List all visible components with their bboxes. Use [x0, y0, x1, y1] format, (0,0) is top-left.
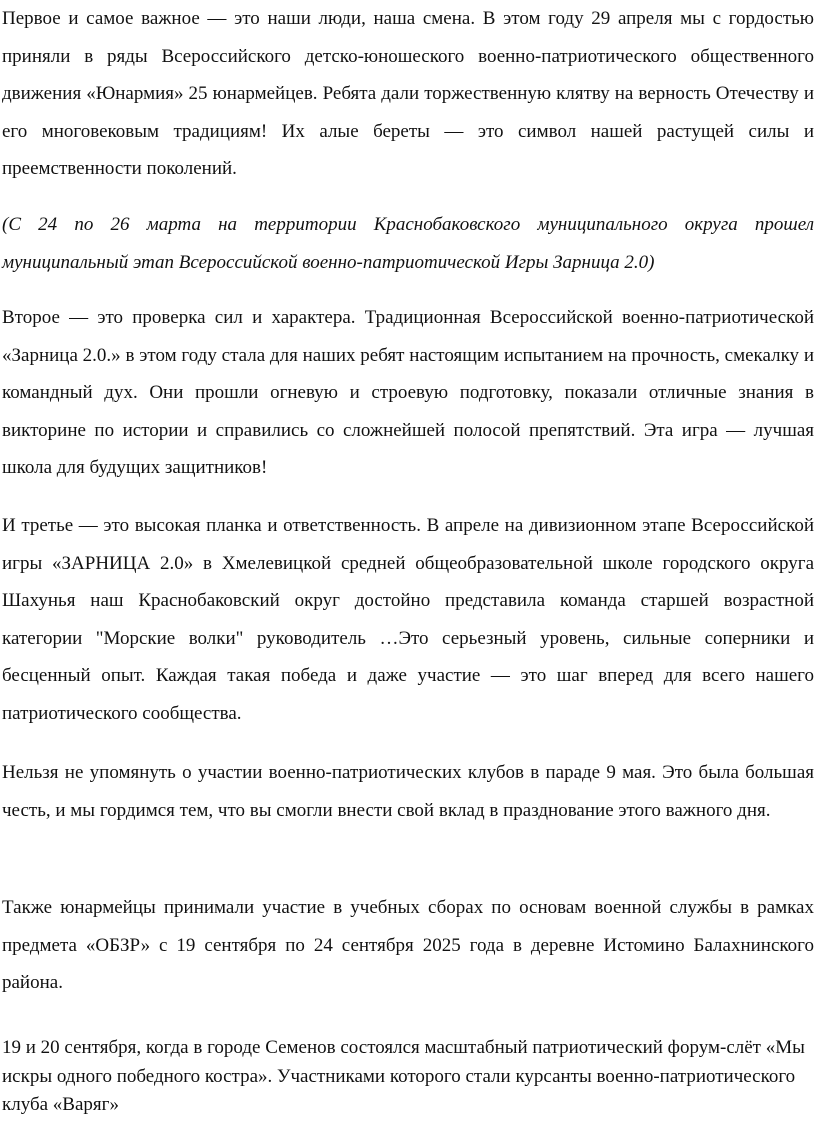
paragraph-third: И третье — это высокая планка и ответственность. В апреле на дивизионном этапе Всероссийской игры «ЗАРНИЦА 2.0» в Хмелевицкой средней общеобразовательной школе городского округа Шахунья наш Краснобаковский округ достойно представила команда старшей возрастной категории "Морские волки" руководитель …Это серьезный уровень, сильные соперники и бесценный опыт. Каждая такая победа и даже участие — это шаг вперед для всего нашего патриотического сообщества. [2, 515, 814, 724]
paragraph-training-camp: Также юнармейцы принимали участие в учебных сборах по основам военной службы в рамках предмета «ОБЗР» с 19 сентября по 24 сентября 2025 года в деревне Истомино Балахнинского района. [2, 897, 814, 993]
paragraph-yunarmiya: Первое и самое важное — это наши люди, наша смена. В этом году 29 апреля мы с гордостью приняли в ряды Всероссийского детско-юношеского военно-патриотического общественного движения «Юнармия» 25 юнармейцев. Ребята дали торжественную клятву на верность Отечеству и его многовековым традициям! Их алые береты — это символ нашей растущей силы и преемственности поколений. [2, 8, 814, 179]
paragraph-second: Второе — это проверка сил и характера. Традиционная Всероссийской военно-патриотической «Зарница 2.0.» в этом году стала для наших ребят настоящим испытанием на прочность, смекалку и командный дух. Они прошли огневую и строевую подготовку, показали отличные знания в викторине по истории и справились со сложнейшей полосой препятствий. Эта игра — лучшая школа для будущих защитников! [2, 307, 814, 478]
paragraph-zarnitsa-note: (С 24 по 26 марта на территории Краснобаковского муниципального округа прошел муниципальный этап Всероссийской военно-патриотической Игры Зарница 2.0) [2, 214, 814, 273]
paragraph-forum: 19 и 20 сентября, когда в городе Семенов состоялся масштабный патриотический форум-слёт «Мы искры одного победного костра». Участниками которого стали курсанты военно-патриотического клуба «Варяг» [2, 1037, 805, 1115]
paragraph-parade: Нельзя не упомянуть о участии военно-патриотических клубов в параде 9 мая. Это была большая честь, и мы гордимся тем, что вы смогли внести свой вклад в празднование этого важного дня. [2, 762, 814, 821]
